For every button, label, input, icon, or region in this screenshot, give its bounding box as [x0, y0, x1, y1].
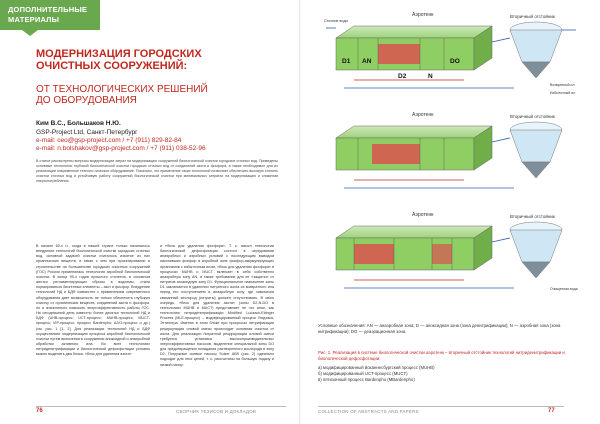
- effluent-label-c: Очищенная вода: [550, 287, 578, 291]
- clarifier-label-a: Вторичный отстойник: [510, 14, 555, 19]
- figure-item-a: а) модифицированный йоханнесбургский процесс (MUHB): [318, 365, 435, 370]
- article-title: МОДЕРНИЗАЦИЯ ГОРОДСКИХ ОЧИСТНЫХ СООРУЖЕНИЙ:: [36, 48, 202, 72]
- zone-n-a: N: [428, 73, 433, 80]
- zone-d2-a: D2: [398, 73, 407, 80]
- aeration-label-b: Аэротенк: [412, 112, 434, 118]
- diagram-b: [336, 112, 562, 188]
- process-figure: [314, 8, 582, 320]
- figure-items: [318, 365, 568, 384]
- authors: Ким В.С., Большаков Н.Ю.: [36, 120, 121, 127]
- footer-rule-left: [36, 406, 286, 407]
- email-bolshakov[interactable]: e-mail: n.bolshakov@gsp-project.com / +7 (911) 038-52-96: [36, 145, 206, 152]
- page-number-right: 77: [548, 408, 555, 414]
- tank-top-a: [336, 26, 492, 38]
- page-number-left: 76: [36, 408, 43, 414]
- influent-label-a: Сточные воды: [324, 19, 349, 23]
- figure-caption: Рис. 1. Реализация в системе биологической очистки аэротенк – вторичный отстойник технологий нитриденитрификации и биологической дефосфотации:: [318, 350, 565, 361]
- zone-do-a: DO: [450, 58, 460, 65]
- clarifier-label-c: Вторичный отстойник: [510, 214, 555, 219]
- body-column-1: В начале 60-х гг., когда в нашей стране только начиналось внедрение технологий биологической очистки городских сточных вод, основной задачей очистки считалось изъятие из них органических веществ, в связи с чем при проектировании и строительстве на большинстве городских очистных сооружений (ГОС) России применялась технология аэробной биологической очистки. В конце 90-х годов прошлого столетия, в основном жестко регламентирующих сбросы в водоемы, стали нормироваться биогенные элементы – азот и фосфор. Внедрение технологий НД и БДФ совместно с применением современного оборудования дает возможность не только обеспечить глубокую очистку от органических веществ, соединений азота и фосфора, но и значительно повысить энергоэффективность работы ГОС. На сегодняшний день известно более десятка технологий НД и БДФ (UHB-процесс; UCT-процесс; MUHB-процесс; MUCT-процесс; VIP-процесс; процесс Bardenpho; A2/O-процесс и др.) (см. рис. 1 [1, 2]. Для реализации технологий НД и БДФ осуществляют модернизацию процесса аэробной биологической очистки путем включения в сооружения аноксидной и анаэробной обработки активного ила. Во всех технологиях нитриденитрификации и биологической дефосфотации условно можно выделить два блока: «блок для удаления азота»: [36, 244, 151, 357]
- abstract: В статье рассмотрены вопросы модернизации затрат на модернизацию сооружений биологической очистки городских сточных вод. Приведены основные технологии глубокой биологической очистки городских сточных вод от соединений азота и фосфора, а также необходимое для их реализации современное техноло-гическое оборудование. Показано, что применение таких технологий позволяет обеспечить высокую степень очистки сточных вод и устойчивую работу сооружений биологической очистки при минимальных затратах на модернизацию и снижении энергопотребления.: [36, 159, 278, 183]
- collection-title-left: СБОРНИК ТЕЗИСОВ И ДОКЛАДОВ: [176, 409, 257, 414]
- diagram-a: [324, 12, 576, 95]
- section-badge: ДОПОЛНИТЕЛЬНЫЕ МАТЕРИАЛЫ: [0, 0, 100, 30]
- clarifier-label-b: Вторичный отстойник: [510, 114, 555, 119]
- aeration-label-a: Аэротенк: [412, 12, 434, 18]
- was-label-a: Избыточный ил: [550, 91, 576, 95]
- aeration-label-c: Аэротенк: [412, 212, 434, 218]
- badge-pointer: [22, 30, 38, 36]
- zone-an-a: AN: [362, 58, 372, 65]
- ras-label-a: Возвратный ил: [550, 83, 575, 87]
- organization: GSP-Project Ltd, Санкт-Петербург: [36, 129, 138, 136]
- diagram-c: [336, 212, 578, 291]
- article-subtitle: ОТ ТЕХНОЛОГИЧЕСКИХ РЕШЕНИЙ ДО ОБОРУДОВАНИЯ: [36, 84, 208, 106]
- collection-title-right: COLLECTION OF ABSTRACTS AND PAPERS: [318, 409, 419, 414]
- footer-rule-right: [318, 406, 564, 407]
- figure-item-c: в) пятизонный процесс Bardenpho (MBardenpho): [318, 377, 415, 383]
- zone-anaerobic-a: [378, 44, 420, 64]
- zone-d1-a: D1: [342, 58, 351, 65]
- email-ceo[interactable]: e-mail: ceo@gsp-project.com / +7 (911) 829-82-84: [36, 137, 182, 144]
- body-column-2: и «блок для удаления фосфора». Т. к. смысл технологии биологической дефосфотации состоит в чередовании анаэробных и аэробных условий с последующим выводом накопивших фосфор в аэробной зоне фосфор-аккумулирующих организмов с избыточным илом, «блок для удаления фосфора» в процессах MUHB и MUCT включает в себя собственно анаэробную зону AN, а также требование для ее «защиты» от нитратов аноксидную зону D1. Функциональное назначение зоны D1 заключается в удалении нитратного азота из возвратного ила перед его поступлением в анаэробную зону, где химически связанный кислород (нитраты) должен отсутствовать. В свою очередь, «блок для удаления азота» (зоны D2-N-DO в технологиях MUHB и MUCT) представляет не что иное, как технологию нитриденитрификации Modified Ludzack-Ettinger Process (MLE-процесс) – модифицированный процесс Людзака-Эттингера. Именно в этом блоке при процессах нитрификации рециркуляция иловой смеси происходит основная очистка от азота. Для реализации нитратной рециркуляции иловой смеси требуется установка высокопроизводительных энергоэффективных насосов, выделение специальной зоны DO для предотвращения попадания растворенного кислорода в зону D2. Погружные осевые насосы Sulzer ABS (рис. 2) идеально подходят для этих целей, т. к. рассчитаны на большую подачу и низкий напор.: [160, 244, 274, 367]
- figure-legend: Условные обозначения: AN — анаэробная зона; D — аноксидная зона (зона денитрификации); N — аэробная зона (зона нитрификации); DO — деаэрационная зона.: [318, 323, 561, 334]
- figure-item-b: б) модифицированный UCT-процесс (MUCT): [318, 371, 408, 377]
- spine-gutter: [299, 0, 301, 424]
